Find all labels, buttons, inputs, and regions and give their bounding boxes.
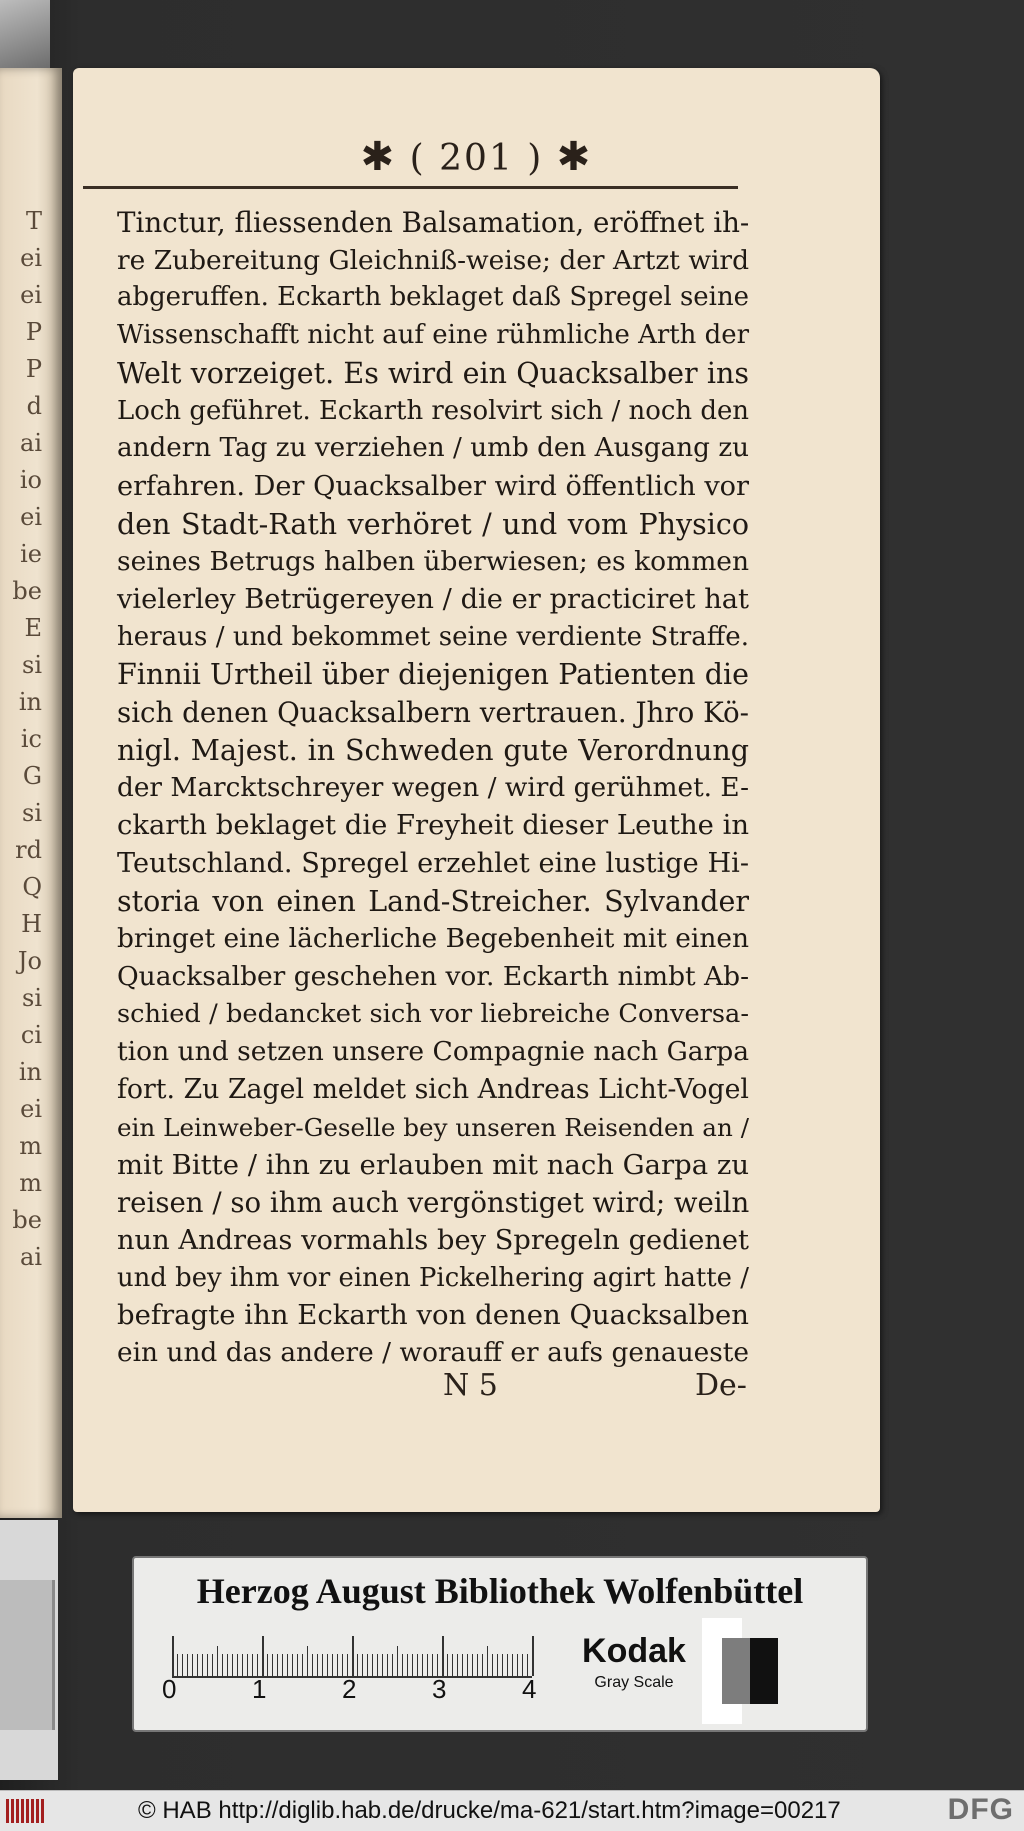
ruler-tick bbox=[232, 1654, 233, 1676]
text-line: heraus / und bekommet seine verdiente Straffe. bbox=[117, 621, 749, 652]
ruler-tick bbox=[322, 1654, 323, 1676]
color-reference-strip bbox=[132, 1556, 868, 1732]
ruler-tick bbox=[342, 1654, 343, 1676]
text-line: Tinctur, fliessenden Balsamation, eröffnet ih- bbox=[117, 206, 750, 239]
text-line: befragte ihn Eckarth von denen Quacksalben bbox=[117, 1299, 749, 1332]
ruler-tick bbox=[352, 1636, 354, 1676]
ruler-tick bbox=[182, 1654, 183, 1676]
ruler-tick bbox=[347, 1654, 348, 1676]
ruler-tick bbox=[442, 1636, 444, 1676]
ruler-tick bbox=[307, 1646, 308, 1676]
ruler-tick bbox=[362, 1654, 363, 1676]
ruler-tick bbox=[477, 1654, 478, 1676]
scale-ruler bbox=[172, 1634, 532, 1678]
ruler-tick bbox=[467, 1654, 468, 1676]
black-patch bbox=[750, 1638, 778, 1704]
ruler-tick bbox=[302, 1654, 303, 1676]
text-line: tion und setzen unsere Compagnie nach Garpa bbox=[117, 1036, 750, 1068]
ruler-tick bbox=[397, 1646, 398, 1676]
ruler-tick bbox=[387, 1654, 388, 1676]
text-line: nigl. Majest. in Schweden gute Verordnung bbox=[117, 733, 749, 767]
ruler-number: 4 bbox=[522, 1674, 537, 1704]
citation-link[interactable]: © HAB http://diglib.hab.de/drucke/ma-621/start.htm?image=00217 bbox=[138, 1797, 841, 1824]
text-line: ckarth beklaget die Freyheit dieser Leuthe in bbox=[117, 810, 749, 842]
book-spine-inner bbox=[0, 1580, 55, 1730]
ruler-tick bbox=[222, 1654, 223, 1676]
text-line: schied / bedancket sich vor liebreiche Conversa- bbox=[117, 998, 749, 1029]
ruler-tick bbox=[432, 1654, 433, 1676]
text-line: und bey ihm vor einen Pickelhering agirt hatte / bbox=[117, 1262, 749, 1293]
text-line: mit Bitte / ihn zu erlauben mit nach Garpa zu bbox=[117, 1148, 750, 1181]
ruler-tick bbox=[482, 1654, 483, 1676]
ruler-tick bbox=[212, 1654, 213, 1676]
text-line: seines Betrugs halben überwiesen; es kommen bbox=[117, 546, 749, 578]
page-number: ( 201 ) bbox=[409, 138, 544, 179]
ruler-tick bbox=[497, 1654, 498, 1676]
catchword: De- bbox=[695, 1368, 747, 1403]
text-line: fort. Zu Zagel meldet sich Andreas Licht-Vogel bbox=[117, 1074, 749, 1106]
ruler-tick bbox=[272, 1654, 273, 1676]
viewer-footer bbox=[0, 1790, 1024, 1831]
text-line: Loch geführet. Eckarth resolvirt sich / noch den bbox=[117, 395, 749, 426]
ruler-tick bbox=[392, 1654, 393, 1676]
ruler-tick bbox=[267, 1654, 268, 1676]
ruler-tick bbox=[187, 1654, 188, 1676]
ruler-tick bbox=[202, 1654, 203, 1676]
ruler-tick bbox=[372, 1654, 373, 1676]
ruler-number: 1 bbox=[252, 1674, 267, 1704]
ruler-tick bbox=[252, 1654, 253, 1676]
text-line: bringet eine lächerliche Begebenheit mit einen bbox=[117, 923, 749, 955]
ruler-tick bbox=[472, 1654, 473, 1676]
ruler-numbers bbox=[162, 1674, 562, 1708]
ruler-tick bbox=[247, 1654, 248, 1676]
text-line: re Zubereitung Gleichniß-weise; der Artzt wird bbox=[117, 244, 749, 276]
text-line: sich denen Quacksalbern vertrauen. Jhro Kö- bbox=[117, 696, 749, 730]
facing-page-text: T ei ei P P d ai io ei ie be E si in ic G si rd Q H Jo si ci in ei m m be ai bbox=[12, 207, 42, 1271]
text-line: der Marcktschreyer wegen / wird gerühmet. E- bbox=[117, 772, 749, 803]
header-rule bbox=[83, 186, 738, 189]
ruler-tick bbox=[407, 1654, 408, 1676]
ruler-tick bbox=[262, 1636, 264, 1676]
ruler-tick bbox=[312, 1654, 313, 1676]
ruler-tick bbox=[437, 1654, 438, 1676]
text-line: andern Tag zu verziehen / umb den Ausgang zu bbox=[117, 433, 749, 464]
ruler-tick bbox=[377, 1654, 378, 1676]
text-line: Quacksalber geschehen vor. Eckarth nimbt Ab- bbox=[117, 961, 749, 993]
ruler-tick bbox=[332, 1654, 333, 1676]
ornament-right-icon: ✱ bbox=[556, 134, 593, 180]
ruler-tick bbox=[382, 1654, 383, 1676]
gray-scale-label: Gray Scale bbox=[594, 1674, 674, 1691]
text-line: ein und das andere / worauff er aufs genaueste bbox=[117, 1338, 749, 1369]
ruler-tick bbox=[172, 1636, 174, 1676]
text-line: Teutschland. Spregel erzehlet eine lustige Hi- bbox=[117, 847, 749, 879]
signature-mark: N 5 bbox=[443, 1368, 498, 1403]
ruler-tick bbox=[207, 1654, 208, 1676]
ruler-number: 2 bbox=[342, 1674, 357, 1704]
ruler-tick bbox=[327, 1654, 328, 1676]
ruler-number: 3 bbox=[432, 1674, 447, 1704]
text-line: erfahren. Der Quacksalber wird öffentlich vor bbox=[117, 470, 749, 502]
ruler-tick bbox=[517, 1654, 518, 1676]
ruler-tick bbox=[277, 1654, 278, 1676]
ruler-tick bbox=[197, 1654, 198, 1676]
ruler-tick bbox=[282, 1654, 283, 1676]
ruler-tick bbox=[337, 1654, 338, 1676]
ruler-tick bbox=[357, 1654, 358, 1676]
text-line: vielerley Betrügereyen / die er practiciret hat bbox=[117, 584, 749, 616]
ruler-tick bbox=[527, 1654, 528, 1676]
page-body-text bbox=[117, 204, 749, 1373]
library-name: Herzog August Bibliothek Wolfenbüttel bbox=[196, 1571, 804, 1611]
ruler-tick bbox=[287, 1654, 288, 1676]
ruler-tick bbox=[412, 1654, 413, 1676]
ruler-number: 0 bbox=[162, 1674, 177, 1704]
facing-page-edge bbox=[0, 68, 62, 1518]
ruler-tick bbox=[297, 1654, 298, 1676]
ruler-tick bbox=[367, 1654, 368, 1676]
ruler-tick bbox=[177, 1654, 178, 1676]
ruler-tick bbox=[522, 1654, 523, 1676]
ruler-tick bbox=[417, 1654, 418, 1676]
kodak-brand: Kodak bbox=[582, 1632, 686, 1670]
ruler-tick bbox=[317, 1654, 318, 1676]
text-line: Welt vorzeiget. Es wird ein Quacksalber ins bbox=[117, 356, 749, 390]
ruler-tick bbox=[257, 1654, 258, 1676]
ruler-tick bbox=[487, 1646, 488, 1676]
book-page bbox=[73, 68, 880, 1512]
ruler-tick bbox=[462, 1654, 463, 1676]
gray-patch bbox=[722, 1638, 750, 1704]
ornament-left-icon: ✱ bbox=[360, 134, 397, 180]
ruler-tick bbox=[452, 1654, 453, 1676]
ruler-tick bbox=[507, 1654, 508, 1676]
text-line: abgeruffen. Eckarth beklaget daß Spregel seine bbox=[117, 282, 749, 313]
ruler-tick bbox=[447, 1654, 448, 1676]
ruler-tick bbox=[217, 1646, 218, 1676]
text-line: den Stadt-Rath verhöret / und vom Physico bbox=[117, 507, 749, 541]
ruler-tick bbox=[402, 1654, 403, 1676]
text-line: storia von einen Land-Streicher. Sylvander bbox=[117, 884, 749, 918]
ruler-tick bbox=[457, 1654, 458, 1676]
ruler-tick bbox=[192, 1654, 193, 1676]
ruler-tick bbox=[492, 1654, 493, 1676]
text-line: reisen / so ihm auch vergönstiget wird; weiln bbox=[117, 1186, 750, 1220]
ruler-tick bbox=[292, 1654, 293, 1676]
ruler-tick bbox=[237, 1654, 238, 1676]
text-line: nun Andreas vormahls bey Spregeln gedienet bbox=[117, 1224, 749, 1256]
ruler-tick bbox=[227, 1654, 228, 1676]
dfg-logo: DFG bbox=[947, 1793, 1014, 1826]
scanner-corner bbox=[0, 0, 50, 68]
text-line: Finnii Urtheil über diejenigen Patienten die bbox=[117, 658, 749, 692]
text-line: Wissenschafft nicht auf eine rühmliche Arth der bbox=[117, 320, 749, 351]
ruler-tick bbox=[242, 1654, 243, 1676]
ruler-tick bbox=[532, 1636, 534, 1676]
barcode-logo-icon bbox=[6, 1799, 46, 1823]
text-line: ein Leinweber-Geselle bey unseren Reisenden an / bbox=[117, 1112, 749, 1142]
ruler-tick bbox=[512, 1654, 513, 1676]
page-header bbox=[73, 134, 880, 180]
ruler-tick bbox=[427, 1654, 428, 1676]
ruler-tick bbox=[422, 1654, 423, 1676]
ruler-tick bbox=[502, 1654, 503, 1676]
